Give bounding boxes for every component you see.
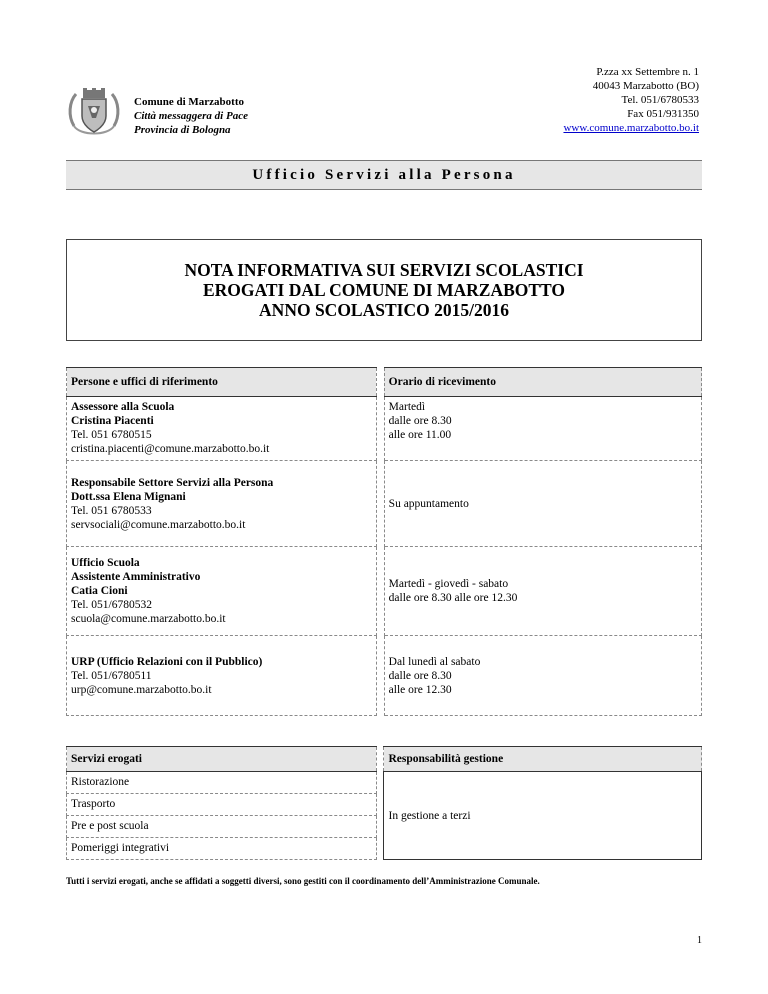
table-row [67,461,702,547]
contact-email: scuola@comune.marzabotto.bo.it [71,613,226,625]
hours-line: Martedì [388,401,426,413]
contact-tel: Tel. 051 6780515 [71,429,152,441]
contact-tel: Tel. 051/6780532 [71,599,152,611]
hours-line: Martedì - giovedì - sabato [388,578,509,590]
contact-email: cristina.piacenti@comune.marzabotto.bo.it [71,443,270,455]
service-item: Pre e post scuola [67,816,377,838]
website-link[interactable]: www.comune.marzabotto.bo.it [563,122,699,134]
hours-line: Dal lunedì al sabato [388,655,481,668]
address-block [563,65,699,135]
table-row [67,397,702,461]
gestione-cell: In gestione a terzi [384,772,702,860]
contact-email: servsociali@comune.marzabotto.bo.it [71,518,246,531]
service-item: Trasporto [67,794,377,816]
nota-line3: ANNO SCOLASTICO 2015/2016 [259,300,509,320]
contact-name: Cristina Piacenti [71,415,154,427]
comune-name: Comune di Marzabotto [134,96,244,108]
coat-of-arms-icon [66,86,122,142]
page-number: 1 [697,935,702,946]
table-row [67,547,702,636]
services-table [66,746,702,860]
hours-line: dalle ore 8.30 alle ore 12.30 [388,592,518,604]
hours-line: alle ore 12.30 [388,683,452,696]
comune-motto: Città messaggera di Pace [134,110,248,122]
contact-name: Dott.ssa Elena Mignani [71,490,186,503]
service-item: Pomeriggi integrativi [67,838,377,860]
contact-office: Ufficio Scuola [71,557,140,569]
col-header-orario: Orario di ricevimento [384,368,701,397]
hours-line: Su appuntamento [388,497,469,510]
nota-box [66,239,702,341]
contact-role: Assistente Amministrativo [71,571,201,583]
contact-role: Responsabile Settore Servizi alla Persona [71,476,274,489]
address-line2: 40043 Marzabotto (BO) [592,80,699,92]
col-header-servizi: Servizi erogati [67,747,377,772]
hours-line: dalle ore 8.30 [388,669,452,682]
nota-line1: NOTA INFORMATIVA SUI SERVIZI SCOLASTICI [184,260,584,280]
contact-role: Assessore alla Scuola [71,401,175,413]
nota-line2: EROGATI DAL COMUNE DI MARZABOTTO [202,280,566,300]
contact-name: Catia Cioni [71,585,128,597]
contact-office: URP (Ufficio Relazioni con il Pubblico) [71,655,263,668]
col-header-persone: Persone e uffici di riferimento [67,368,377,397]
table-row [67,772,702,794]
contact-email: urp@comune.marzabotto.bo.it [71,683,212,696]
tel: Tel. 051/6780533 [621,94,699,106]
office-title: Ufficio Servizi alla Persona [66,160,702,190]
footnote: Tutti i servizi erogati, anche se affidati a soggetti diversi, sono gestiti con il coordinamento dell’Amministrazione Comunale. [66,876,540,886]
contact-tel: Tel. 051 6780533 [71,504,152,517]
service-item: Ristorazione [67,772,377,794]
contacts-table [66,367,702,716]
table-row [67,636,702,716]
fax: Fax 051/931350 [627,108,699,120]
hours-line: dalle ore 8.30 [388,415,452,427]
address-line1: P.zza xx Settembre n. 1 [596,66,699,78]
hours-line: alle ore 11.00 [388,429,452,441]
comune-provincia: Provincia di Bologna [134,124,231,136]
comune-info [134,95,248,137]
contact-tel: Tel. 051/6780511 [71,669,152,682]
col-header-gestione: Responsabilità gestione [384,747,702,772]
